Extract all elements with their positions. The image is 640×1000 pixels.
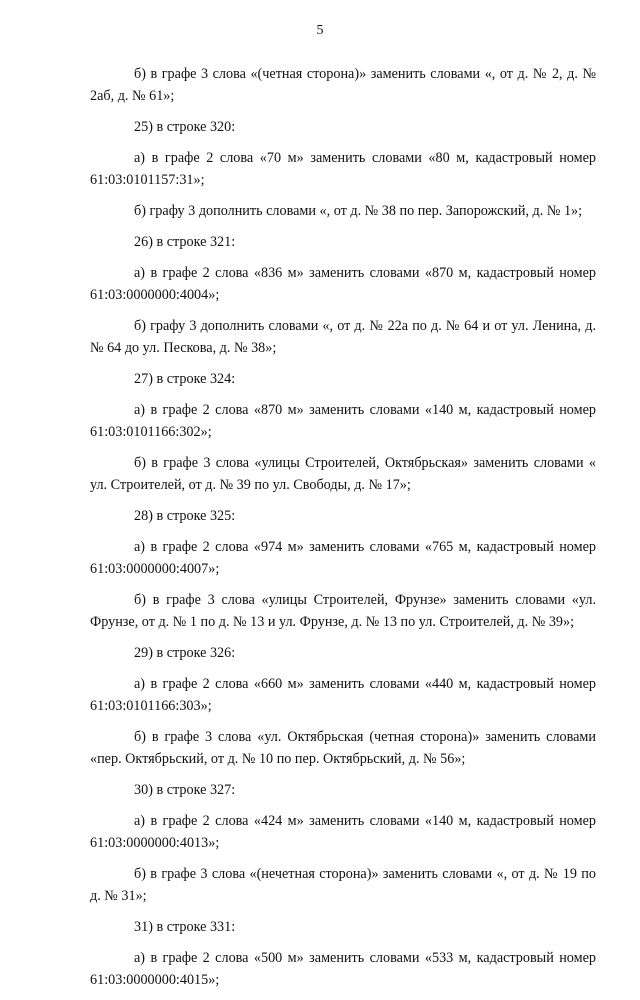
paragraph: а) в графе 2 слова «424 м» заменить словами «140 м, кадастровый номер 61:03:0000000:4013»; [90, 813, 596, 851]
paragraph: 25) в строке 320: [134, 119, 236, 135]
paragraph: 26) в строке 321: [134, 234, 236, 250]
paragraph: а) в графе 2 слова «836 м» заменить словами «870 м, кадастровый номер 61:03:0000000:4004»; [90, 265, 596, 303]
document-body [90, 63, 596, 1000]
paragraph: 27) в строке 324: [134, 371, 236, 387]
paragraph: б) в графе 3 слова «(четная сторона)» заменить словами «, от д. № 2, д. № 2аб, д. № 61»; [90, 66, 596, 104]
paragraph: 31) в строке 331: [134, 919, 236, 935]
paragraph: а) в графе 2 слова «70 м» заменить словами «80 м, кадастровый номер 61:03:0101157:31»; [90, 150, 596, 188]
paragraph: б) в графе 3 слова «(нечетная сторона)» заменить словами «, от д. № 19 по д. № 31»; [90, 866, 596, 904]
paragraph: а) в графе 2 слова «660 м» заменить словами «440 м, кадастровый номер 61:03:0101166:303»; [90, 676, 596, 714]
paragraph: б) в графе 3 слова «ул. Октябрьская (четная сторона)» заменить словами «пер. Октябрьский, от д. № 10 по пер. Октябрьский, д. № 56»; [90, 729, 596, 767]
paragraph: б) в графе 3 слова «улицы Строителей, Октябрьская» заменить словами « ул. Строителей, от д. № 39 по ул. Свободы, д. № 17»; [90, 455, 596, 493]
paragraph: б) графу 3 дополнить словами «, от д. № 22а по д. № 64 и от ул. Ленина, д. № 64 до ул. Пескова, д. № 38»; [90, 318, 596, 356]
paragraph: 28) в строке 325: [134, 508, 236, 524]
paragraph: а) в графе 2 слова «870 м» заменить словами «140 м, кадастровый номер 61:03:0101166:302»; [90, 402, 596, 440]
page-number: 5 [316, 23, 324, 38]
paragraph: 29) в строке 326: [134, 645, 236, 661]
paragraph: 30) в строке 327: [134, 782, 236, 798]
paragraph: а) в графе 2 слова «974 м» заменить словами «765 м, кадастровый номер 61:03:0000000:4007»; [90, 539, 596, 577]
paragraph: б) в графе 3 слова «улицы Строителей, Фрунзе» заменить словами «ул. Фрунзе, от д. № 1 по д. № 13 и ул. Фрунзе, д. № 13 по ул. Строителей, д. № 39»; [90, 592, 596, 630]
paragraph: б) графу 3 дополнить словами «, от д. № 38 по пер. Запорожский, д. № 1»; [134, 203, 583, 219]
paragraph: а) в графе 2 слова «500 м» заменить словами «533 м, кадастровый номер 61:03:0000000:4015»; [90, 950, 596, 988]
